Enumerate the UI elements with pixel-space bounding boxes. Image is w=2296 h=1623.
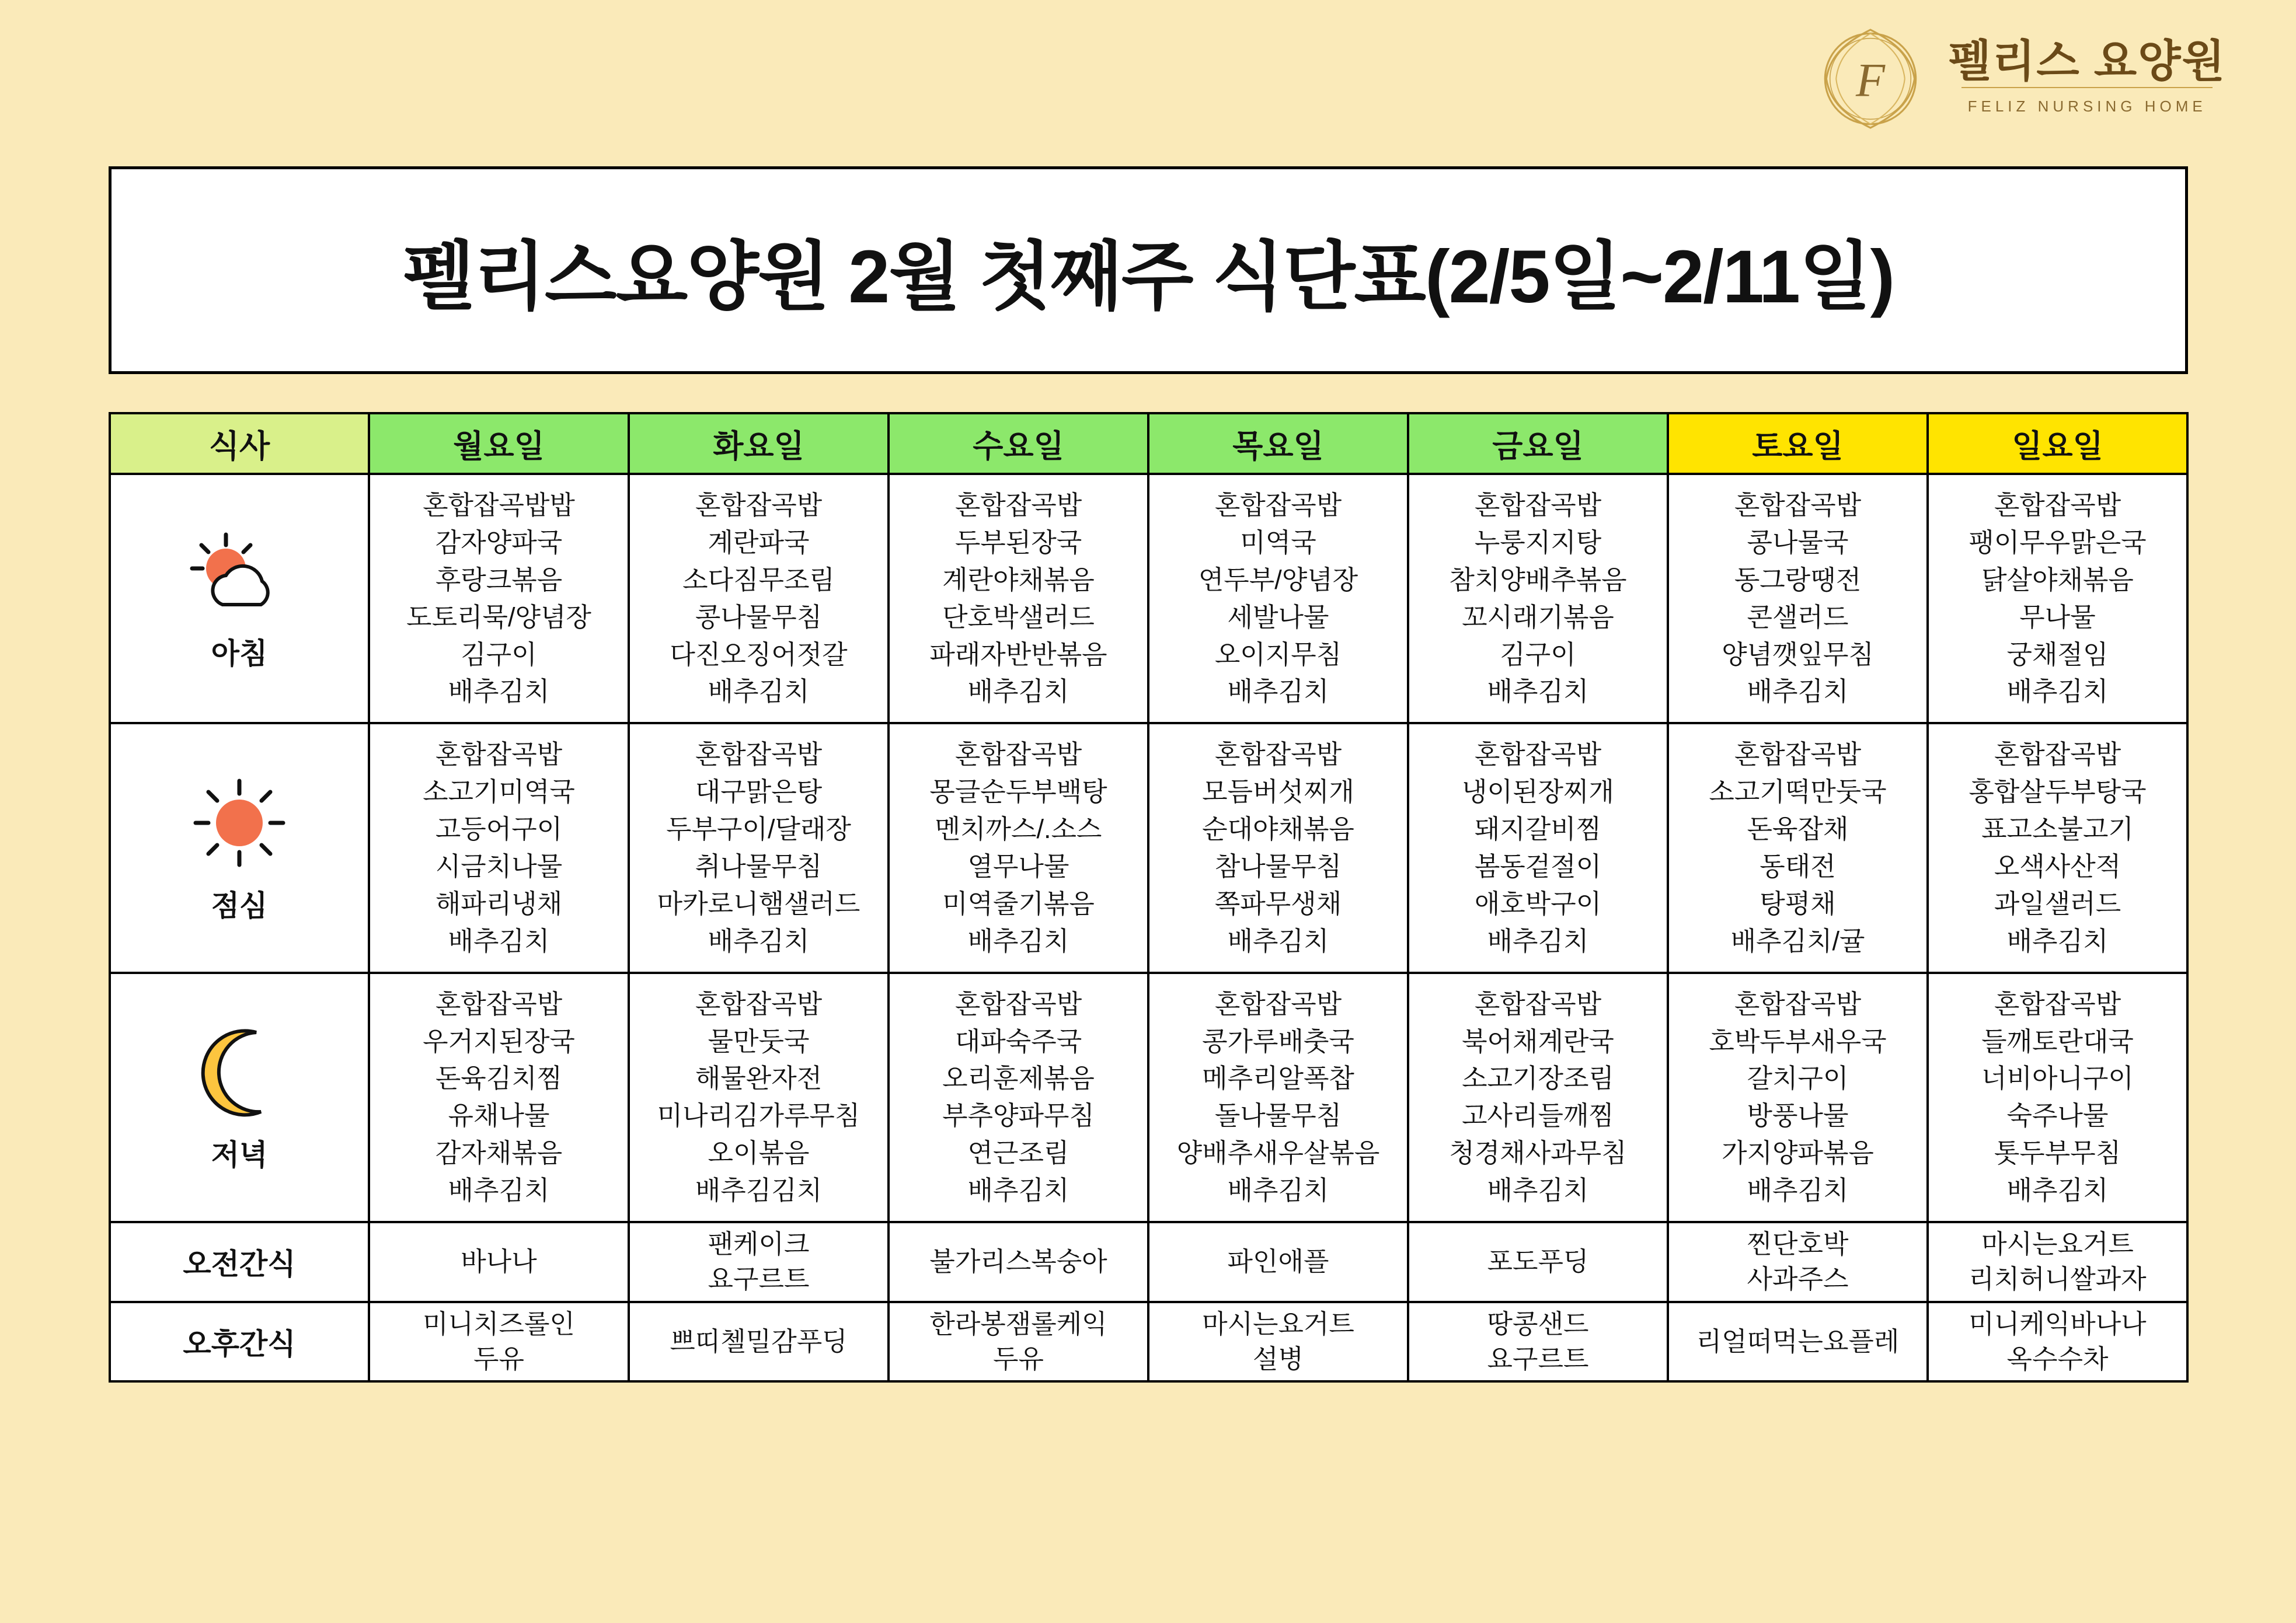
menu-cell-breakfast-sunday: 혼합잡곡밥 팽이무우맑은국 닭살야채볶음 무나물 궁채절임 배추김치 [1928,474,2187,723]
meal-label-breakfast [110,474,369,723]
menu-cell-lunch-wednesday: 혼합잡곡밥 몽글순두부백탕 멘치까스/.소스 열무나물 미역줄기볶음 배추김치 [889,723,1148,972]
logo-divider [1961,86,2213,89]
menu-cell-dinner-wednesday: 혼합잡곡밥 대파숙주국 오리훈제볶음 부추양파무침 연근조림 배추김치 [889,973,1148,1222]
menu-cell-breakfast-saturday: 혼합잡곡밥 콩나물국 동그랑땡전 콘샐러드 양념깻잎무침 배추김치 [1668,474,1928,723]
moon-icon [196,1025,283,1119]
header-sunday: 일요일 [1928,413,2187,474]
menu-cell-lunch-friday: 혼합잡곡밥 냉이된장찌개 돼지갈비찜 봄동겉절이 애호박구이 배추김치 [1408,723,1668,972]
weekly-menu-table [109,412,2189,1383]
page-title: 펠리스요양원 2월 첫째주 식단표(2/5일~2/11일) [402,235,1894,319]
brand-name-kr: 펠리스 요양원 [1948,36,2226,86]
snack-cell-morning-sunday: 마시는요거트 리치허니쌀과자 [1928,1222,2187,1302]
header-wednesday: 수요일 [889,413,1148,474]
menu-cell-dinner-tuesday: 혼합잡곡밥 물만둣국 해물완자전 미나리김가루무침 오이볶음 배추김김치 [629,973,889,1222]
snack-cell-afternoon-saturday: 리얼떠먹는요플레 [1668,1302,1928,1382]
header-thursday: 목요일 [1148,413,1408,474]
snack-cell-morning-saturday: 찐단호박 사과주스 [1668,1222,1928,1302]
table-row-morning-snack [110,1222,2187,1302]
menu-cell-lunch-sunday: 혼합잡곡밥 홍합살두부탕국 표고소불고기 오색사산적 과일샐러드 배추김치 [1928,723,2187,972]
meal-label-text: 점심 [211,889,268,923]
meal-label-text: 아침 [211,637,268,670]
menu-cell-dinner-monday: 혼합잡곡밥 우거지된장국 돈육김치찜 유채나물 감자채볶음 배추김치 [369,973,629,1222]
header-monday: 월요일 [369,413,629,474]
table-row-breakfast [110,474,2187,723]
logo-emblem-icon [1809,18,1932,140]
menu-cell-dinner-sunday: 혼합잡곡밥 들깨토란대국 너비아니구이 숙주나물 톳두부무침 배추김치 [1928,973,2187,1222]
snack-cell-morning-wednesday: 불가리스복숭아 [889,1222,1148,1302]
table-row-afternoon-snack [110,1302,2187,1382]
menu-cell-breakfast-friday: 혼합잡곡밥 누룽지지탕 참치양배추볶음 꼬시래기볶음 김구이 배추김치 [1408,474,1668,723]
snack-label-morning: 오전간식 [110,1222,369,1302]
menu-cell-breakfast-wednesday: 혼합잡곡밥 두부된장국 계란야채볶음 단호박샐러드 파래자반반볶음 배추김치 [889,474,1148,723]
snack-cell-morning-friday: 포도푸딩 [1408,1222,1668,1302]
snack-cell-afternoon-tuesday: 쁘띠첼밀감푸딩 [629,1302,889,1382]
menu-cell-dinner-saturday: 혼합잡곡밥 호박두부새우국 갈치구이 방풍나물 가지양파볶음 배추김치 [1668,973,1928,1222]
snack-cell-morning-thursday: 파인애플 [1148,1222,1408,1302]
svg-text:F: F [1856,53,1886,107]
snack-cell-afternoon-thursday: 마시는요거트 설병 [1148,1302,1408,1382]
meal-label-lunch [110,723,369,972]
menu-cell-lunch-tuesday: 혼합잡곡밥 대구맑은탕 두부구이/달래장 취나물무침 마카로니햄샐러드 배추김치 [629,723,889,972]
menu-cell-breakfast-monday: 혼합잡곡밥밥 감자양파국 후랑크볶음 도토리묵/양념장 김구이 배추김치 [369,474,629,723]
menu-cell-lunch-thursday: 혼합잡곡밥 모듬버섯찌개 순대야채볶음 참나물무침 쪽파무생채 배추김치 [1148,723,1408,972]
snack-cell-morning-monday: 바나나 [369,1222,629,1302]
brand-logo [1809,18,2226,140]
table-header-row [110,413,2187,474]
header-friday: 금요일 [1408,413,1668,474]
snack-cell-afternoon-sunday: 미니케익바나나 옥수수차 [1928,1302,2187,1382]
header-tuesday: 화요일 [629,413,889,474]
brand-name-en: FELIZ NURSING HOME [1967,97,2207,116]
menu-cell-lunch-saturday: 혼합잡곡밥 소고기떡만둣국 돈육잡채 동태전 탕평채 배추김치/귤 [1668,723,1928,972]
menu-cell-dinner-thursday: 혼합잡곡밥 콩가루배춧국 메추리알폭찹 돌나물무침 양배추새우살볶음 배추김치 [1148,973,1408,1222]
meal-label-text: 저녁 [211,1139,268,1172]
snack-cell-morning-tuesday: 팬케이크 요구르트 [629,1222,889,1302]
snack-cell-afternoon-wednesday: 한라봉잼롤케익 두유 [889,1302,1148,1382]
menu-cell-lunch-monday: 혼합잡곡밥 소고기미역국 고등어구이 시금치나물 해파리냉채 배추김치 [369,723,629,972]
table-row-dinner [110,973,2187,1222]
table-row-lunch [110,723,2187,972]
meal-label-dinner [110,973,369,1222]
snack-label-afternoon: 오후간식 [110,1302,369,1382]
sun-behind-cloud-icon [184,530,295,617]
menu-cell-breakfast-tuesday: 혼합잡곡밥 계란파국 소다짐무조림 콩나물무침 다진오징어젓갈 배추김치 [629,474,889,723]
menu-cell-dinner-friday: 혼합잡곡밥 북어채계란국 소고기장조림 고사리들깨찜 청경채사과무침 배추김치 [1408,973,1668,1222]
page-title-box [109,166,2188,374]
sun-icon [190,776,289,870]
header-saturday: 토요일 [1668,413,1928,474]
menu-cell-breakfast-thursday: 혼합잡곡밥 미역국 연두부/양념장 세발나물 오이지무침 배추김치 [1148,474,1408,723]
table-body [110,474,2187,1381]
snack-cell-afternoon-friday: 땅콩샌드 요구르트 [1408,1302,1668,1382]
snack-cell-afternoon-monday: 미니치즈롤인 두유 [369,1302,629,1382]
header-meal: 식사 [110,413,369,474]
